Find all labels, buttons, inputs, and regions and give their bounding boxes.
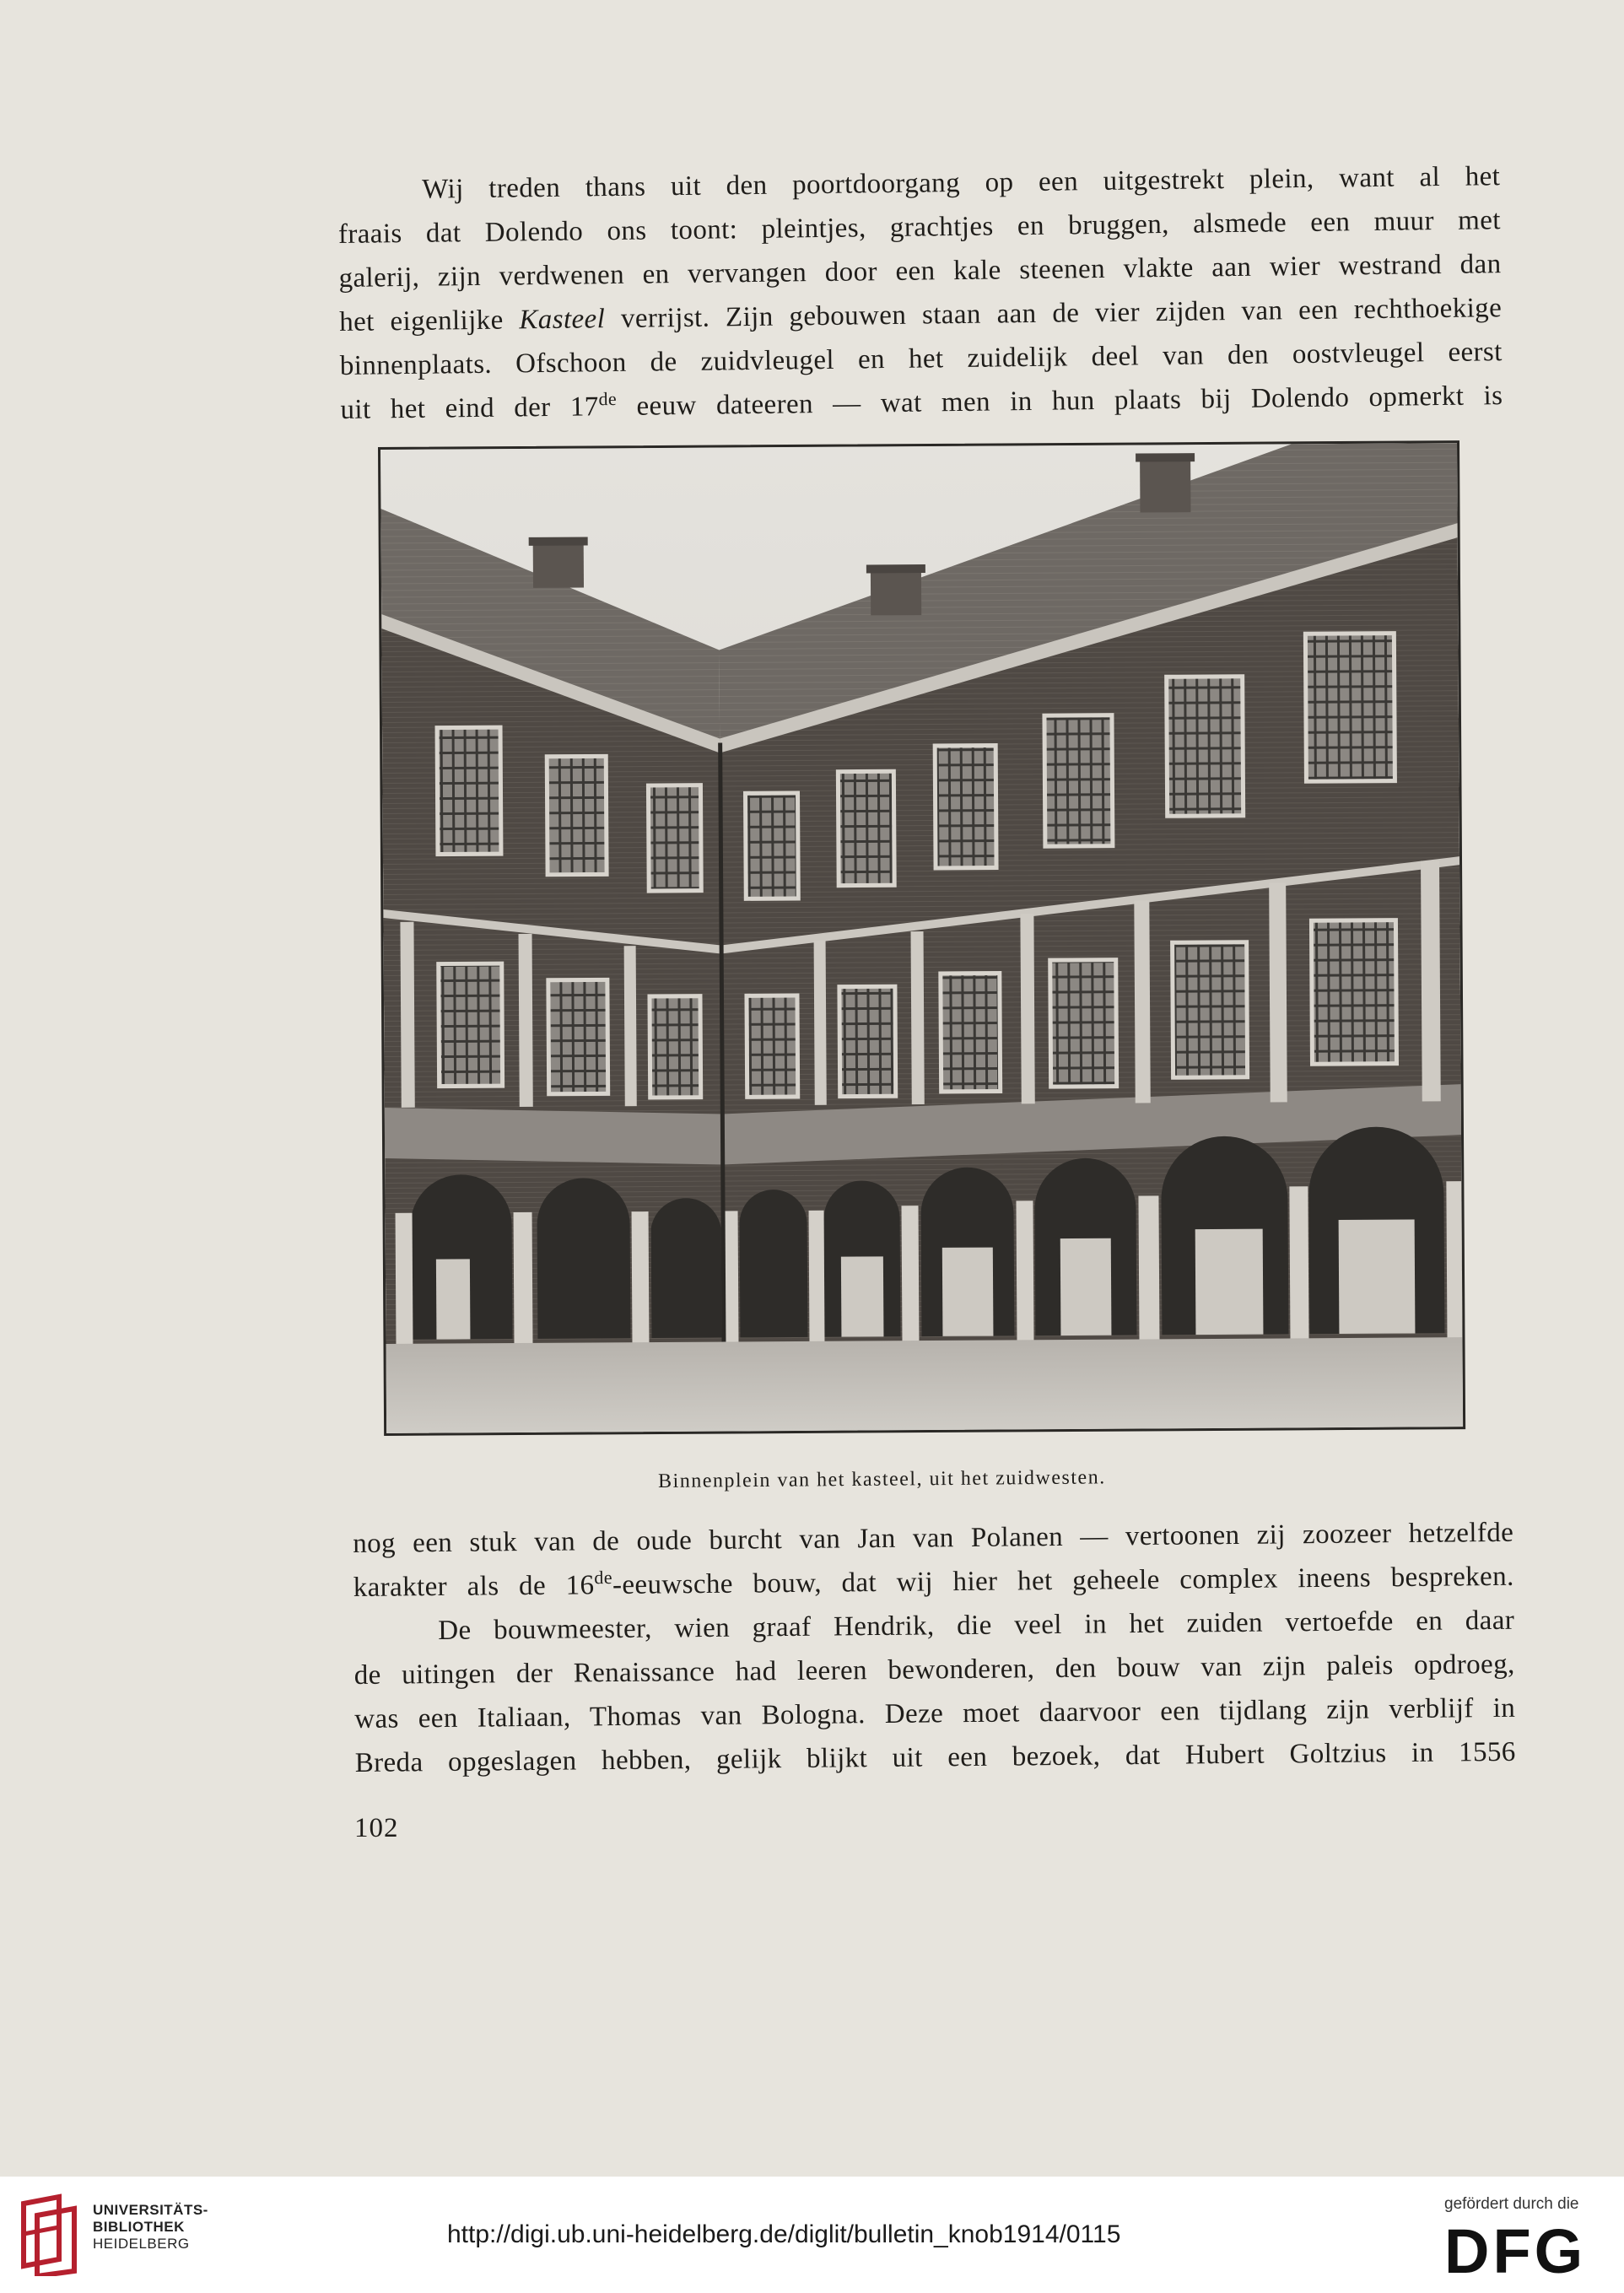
italic-word: Kasteel	[519, 304, 606, 336]
text-line: de uitingen der Renaissance had leeren bewonderen, den bouw van zijn paleis opdroeg,	[353, 1648, 1515, 1691]
library-name: UNIVERSITÄTS- BIBLIOTHEK HEIDELBERG	[93, 2202, 208, 2252]
funding-note: gefördert durch die	[1444, 2195, 1579, 2213]
text-line: binnenplaats. Ofschoon de zuidvleugel en het zuidelijk deel van den oostvleugel eerst	[339, 337, 1503, 381]
text-line: uit het eind der 17de eeuw dateeren — wat men in hun plaats bij Dolendo opmerkt is	[340, 380, 1503, 425]
digitization-footer	[0, 2177, 1624, 2293]
text-line: fraais dat Dolendo ons toont: pleintjes, grachtjes en bruggen, alsmede een muur met	[337, 205, 1502, 250]
permalink-url[interactable]: http://digi.ub.uni-heidelberg.de/diglit/bulletin_knob1914/0115	[447, 2220, 1121, 2248]
university-library-logo-icon	[19, 2192, 86, 2276]
castle-courtyard-image	[380, 443, 1463, 1433]
text-line: het eigenlijke Kasteel verrijst. Zijn gebouwen staan aan de vier zijden van een rechthoekige	[339, 293, 1503, 337]
courtyard-photograph	[378, 440, 1465, 1436]
text-line: De bouwmeester, wien graaf Hendrik, die veel in het zuiden vertoefde en daar	[438, 1605, 1515, 1647]
text-line: nog een stuk van de oude burcht van Jan van Polanen — vertoonen zij zoozeer hetzelfde	[353, 1517, 1514, 1559]
page-number: 102	[354, 1813, 399, 1843]
photo-caption: Binnenplein van het kasteel, uit het zuidwesten.	[658, 1466, 1106, 1492]
paragraph-top	[337, 154, 1503, 432]
text-line: Wij treden thans uit den poortdoorgang op een uitgestrekt plein, want al het	[422, 161, 1501, 205]
text-line: galerij, zijn verdwenen en vervangen door een kale steenen vlakte aan wier westrand dan	[338, 249, 1502, 294]
dfg-logo-icon	[1444, 2220, 1605, 2280]
text-line: was een Italiaan, Thomas van Bologna. Deze moet daarvoor een tijdlang zijn verblijf in	[354, 1692, 1516, 1735]
text-line: Breda opgeslagen hebben, gelijk blijkt uit een bezoek, dat Hubert Goltzius in 1556	[354, 1736, 1516, 1778]
paragraph-bottom	[353, 1511, 1516, 1785]
dfg-logo-text: DFG	[1444, 2220, 1587, 2280]
text-line: karakter als de 16de-eeuwsche bouw, dat wij hier het geheele complex ineens bespreken.	[353, 1561, 1514, 1603]
